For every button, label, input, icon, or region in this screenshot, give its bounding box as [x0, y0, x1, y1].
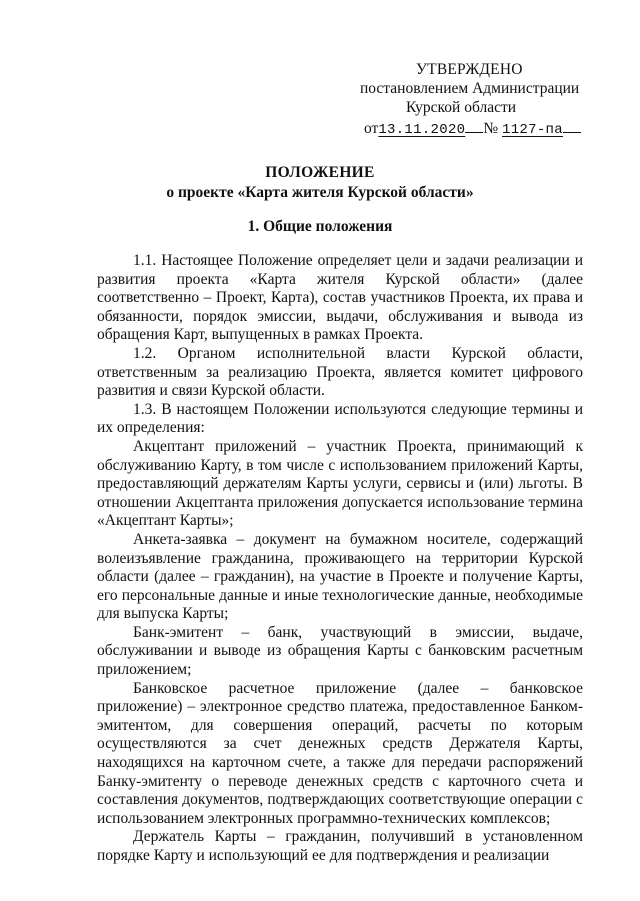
- approval-date-number: [364, 119, 581, 140]
- approval-number-prefix: №: [483, 120, 499, 137]
- paragraph-1-3: 1.3. В настоящем Положении используются следующие термины и их определения:: [97, 400, 583, 437]
- section-title: 1. Общие положения: [247, 218, 393, 235]
- term-application-form: Анкета-заявка – документ на бумажном носителе, содержащий волеизъявление гражданина, проживающего на территории Курской области (далее – гражданин), на участие в Проекте и получение Карты, его персональные данные и иные технологические данные, необходимые для выпуска Карты;: [97, 530, 583, 623]
- term-acceptant: Акцептант приложений – участник Проекта, принимающий к обслуживанию Карту, в том числе с использованием приложений Карты, предоставляющий держателям Карты услуги, сервисы и (или) льготы. В отношении Акцептанта приложения допускается использование термина «Акцептант Карты»;: [97, 437, 583, 530]
- paragraph-1-1: 1.1. Настоящее Положение определяет цели и задачи реализации и развития проекта «Карта жителя Курской области» (далее соответственно – Проект, Карта), состав участников Проекта, их права и обязанности, порядок эмиссии, выдачи, обслуживания и вывода из обращения Карт, выпущенных в рамках Проекта.: [97, 252, 583, 344]
- document-title: ПОЛОЖЕНИЕ: [265, 164, 375, 181]
- term-issuing-bank: Банк-эмитент – банк, участвующий в эмиссии, выдаче, обслуживании и выводе из обращения Карты с банковским расчетным приложением;: [97, 623, 583, 679]
- approval-region: Курской области: [406, 99, 517, 116]
- approval-date-prefix: от: [364, 120, 379, 137]
- term-bank-application: Банковское расчетное приложение (далее – банковское приложение) – электронное средство платежа, предоставленное Банком-эмитентом, для совершения операций, расчеты по которым осуществляются за счет денежных средств Держателя Карты, находящихся на карточном счете, а также для передачи распоряжений Банку-эмитенту о переводе денежных средств с карточного счета и составления документов, подтверждающих соответствующие операции с использованием электронных программно-технических комплексов;: [97, 679, 583, 827]
- approval-number: 1127-па: [502, 122, 563, 138]
- document-body: [97, 252, 583, 866]
- document-subtitle: о проекте «Карта жителя Курской области»: [166, 184, 474, 201]
- approval-issuer: постановлением Администрации: [360, 80, 580, 97]
- approval-date: 13.11.2020: [378, 122, 466, 138]
- paragraph-1-2: 1.2. Органом исполнительной власти Курской области, ответственным за реализацию Проекта, является комитет цифрового развития и связи Курской области.: [97, 344, 583, 400]
- approval-number-underline: [563, 119, 581, 133]
- approval-title: УТВЕРЖДЕНО: [416, 61, 523, 78]
- term-card-holder: Держатель Карты – гражданин, получивший в установленном порядке Карту и использующий ее для подтверждения и реализации: [97, 828, 583, 864]
- approval-date-underline: [465, 119, 483, 133]
